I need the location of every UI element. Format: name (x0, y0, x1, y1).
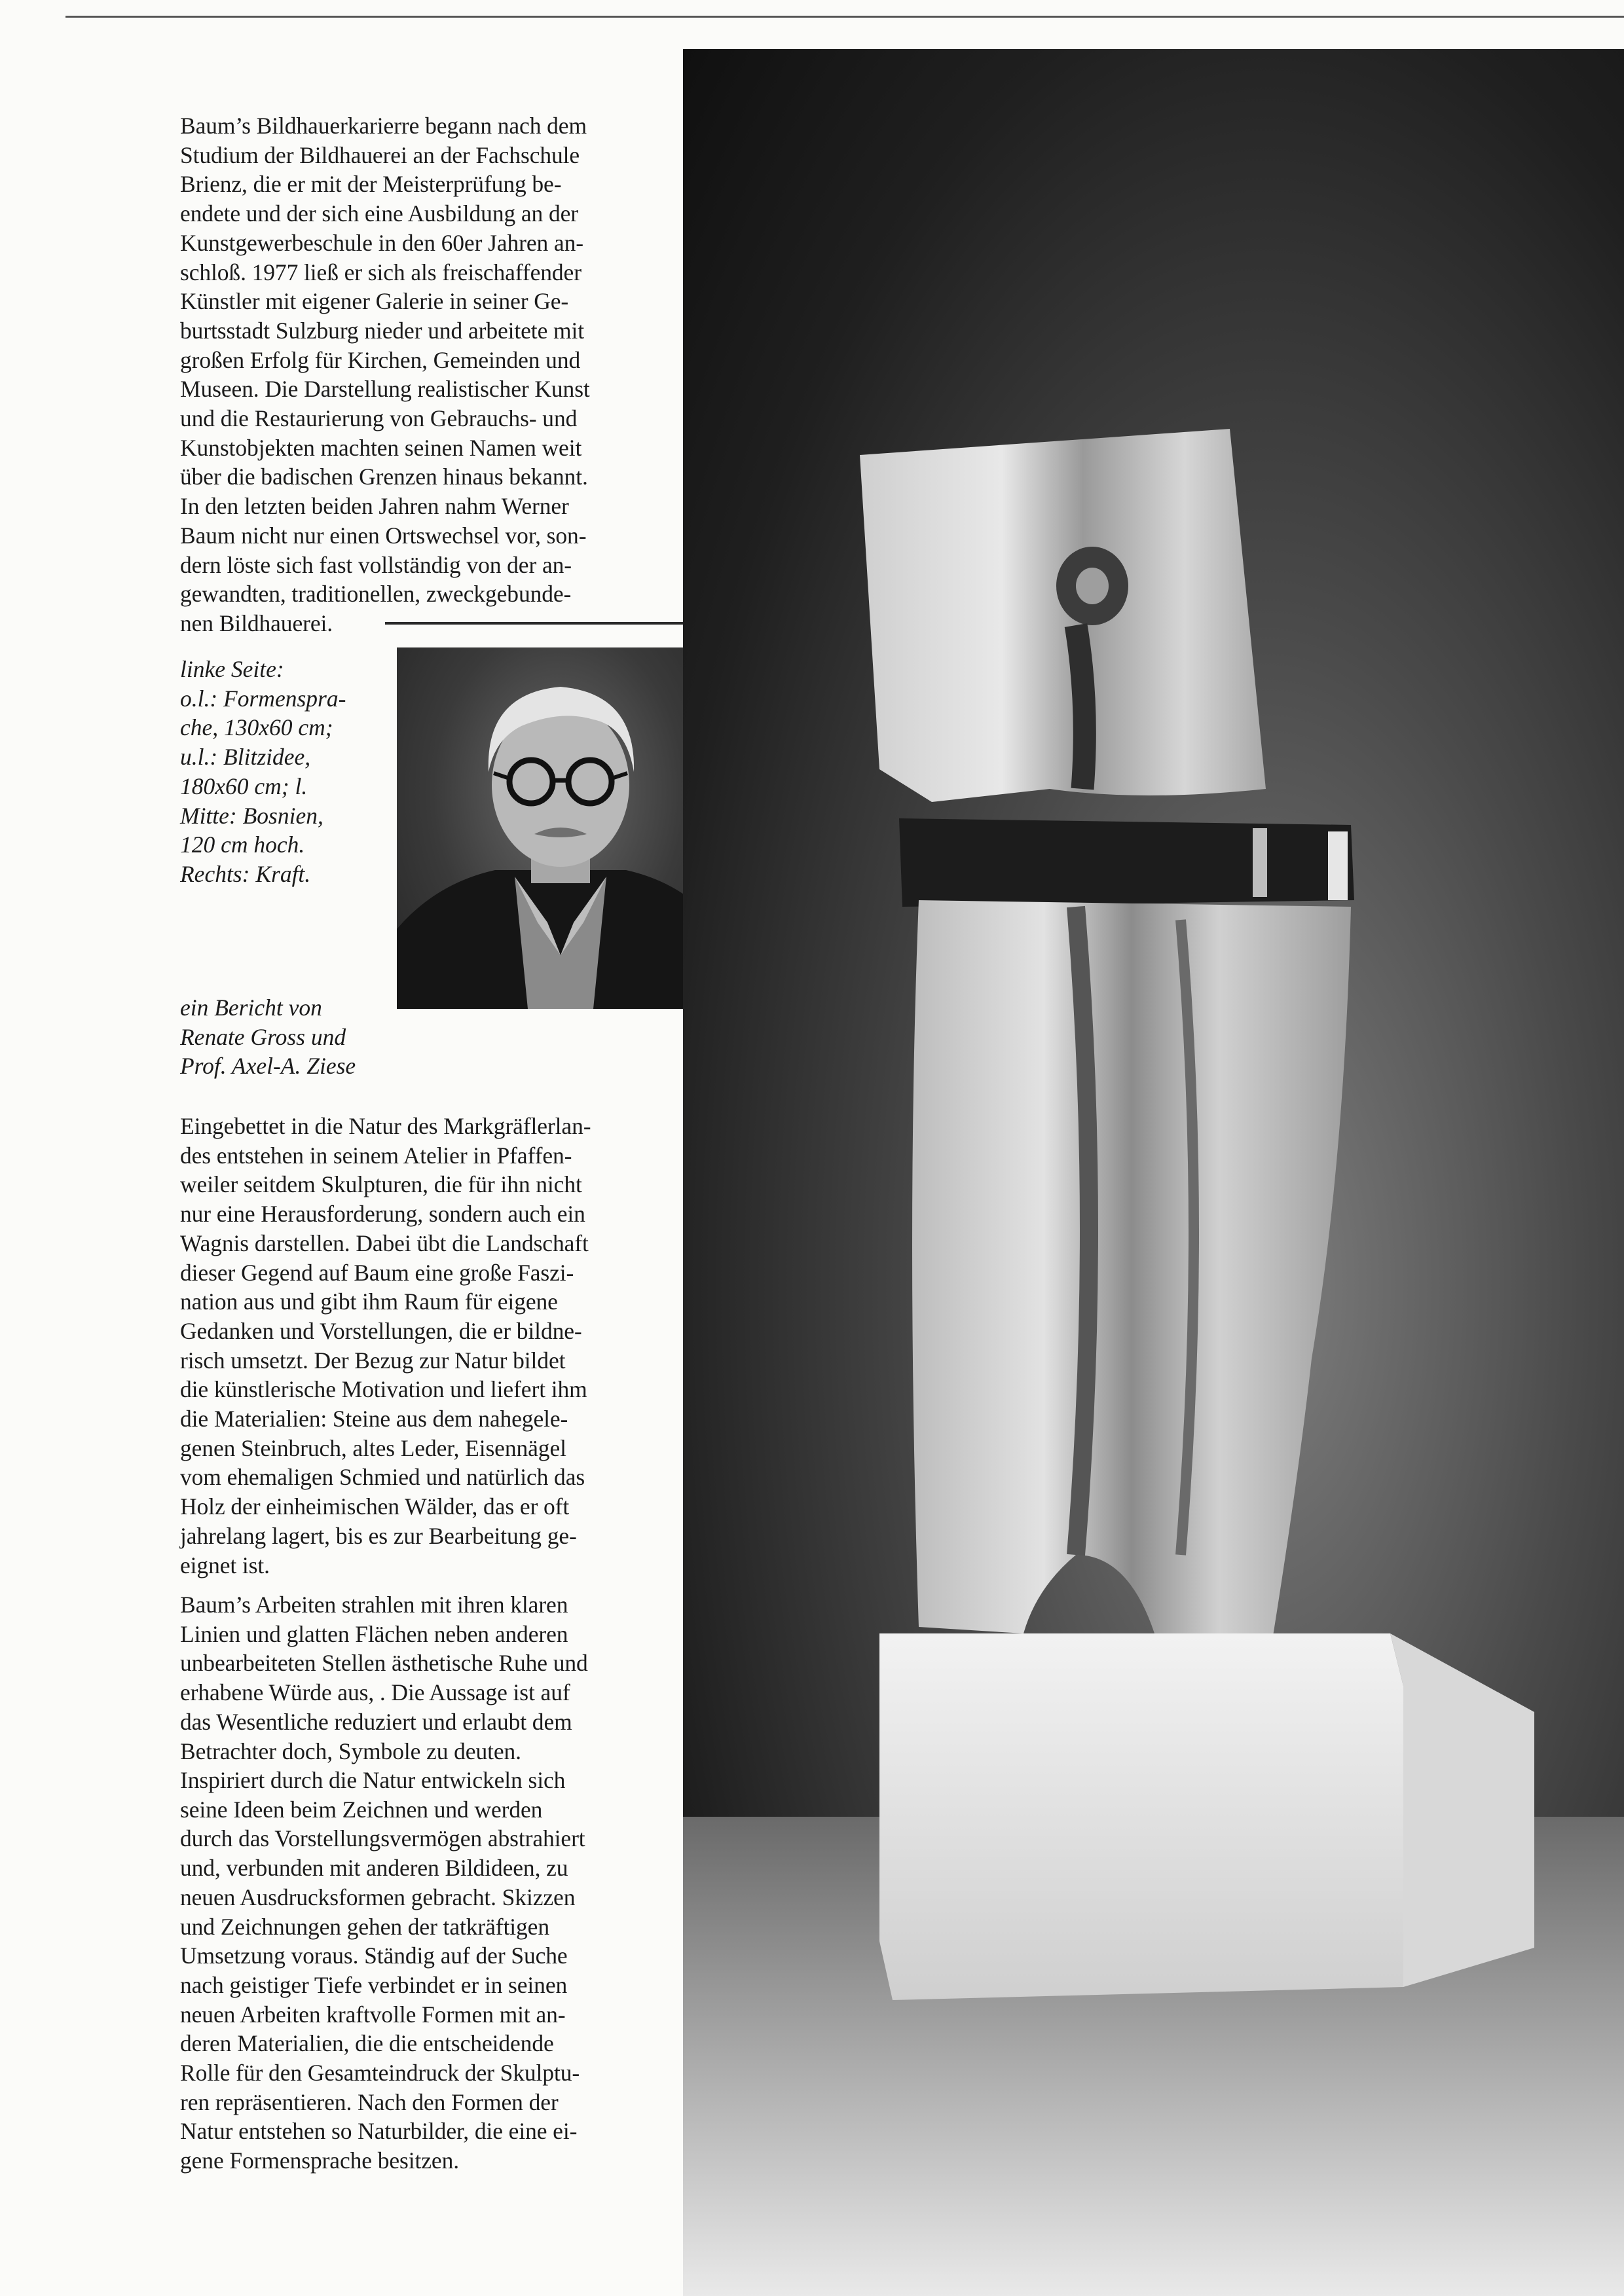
sculpture-image (683, 49, 1624, 2296)
article-paragraph-3: Baum’s Arbeiten strahlen mit ihren klaren Linien und glatten Flächen neben anderen unbearbeiteten Stellen ästhetische Ruhe und erhabene Würde aus, . Die Aussage ist auf das Wesentliche reduziert und erlaubt dem Betrachter doch, Symbole zu deuten. (180, 1592, 588, 1764)
byline: ein Bericht von Renate Gross und Prof. Axel-A. Ziese (180, 994, 356, 1080)
article-paragraph-4: Inspiriert durch die Natur entwickeln sich seine Ideen beim Zeichnen und werden durch das Vorstellungsvermögen abstrahiert und, verbunden mit anderen Bildideen, zu neuen Ausdrucksformen gebracht. Skizzen und Zeichnungen gehen der tatkräftigen Umsetzung voraus. Ständig auf der Suche nach geistiger Tiefe verbindet er in seinen neuen Arbeiten kraftvolle Formen mit an- deren Materialien, die die entscheidende Rolle für den Gesamteindruck der Skulptu- ren repräsentieren. Nach den Formen der Natur entstehen so Naturbilder, die eine ei- gene Formensprache besitzen. (180, 1767, 585, 2174)
top-rule (65, 16, 1624, 18)
article-paragraph-1: Baum’s Bildhauerkarierre begann nach dem Studium der Bildhauerei an der Fachschule Brienz, die er mit der Meisterprüfung be- endete und der sich eine Ausbildung an der Kunstgewerbeschule in den 60er Jahren an- schloß. 1977 ließ er sich als freischaffender Künstler mit eigener Galerie in seiner Ge- burtsstadt Sulzburg nieder und arbeitete mit großen Erfolg für Kirchen, Gemeinden und Museen. Die Darstellung realistischer Kunst und die Restaurierung von Gebrauchs- und Kunstobjekten machten seinen Namen weit über die badischen Grenzen hinaus bekannt. In den letzten beiden Jahren nahm Werner Baum nicht nur einen Ortswechsel vor, son- dern löste sich fast vollständig von der an- gewandten, traditionellen, zweckgebunde- nen Bildhauerei. (180, 113, 590, 636)
photo-caption: linke Seite: o.l.: Formenspra- che, 130x60 cm; u.l.: Blitzidee, 180x60 cm; l. Mitte: Bosnien, 120 cm hoch. Rechts: Kraft. (180, 656, 346, 887)
sculpture-photo (683, 49, 1624, 2296)
portrait-photo (397, 647, 721, 1009)
portrait-image (397, 647, 721, 1009)
article-paragraph-2: Eingebettet in die Natur des Markgräflerlan- des entstehen in seinem Atelier in Pfaffen- weiler seitdem Skulpturen, die für ihn nicht nur eine Herausforderung, sondern auch ein Wagnis darstellen. Dabei übt die Landschaft dieser Gegend auf Baum eine große Faszi- nation aus und gibt ihm Raum für eigene Gedanken und Vorstellungen, die er bildne- risch umsetzt. Der Bezug zur Natur bildet die künstlerische Motivation und liefert ihm die Materialien: Steine aus dem nahegele- genen Steinbruch, altes Leder, Eisennägel vom ehemaligen Schmied und natürlich das Holz der einheimischen Wälder, das er oft jahrelang lagert, bis es zur Bearbeitung ge- eignet ist. (180, 1113, 591, 1578)
